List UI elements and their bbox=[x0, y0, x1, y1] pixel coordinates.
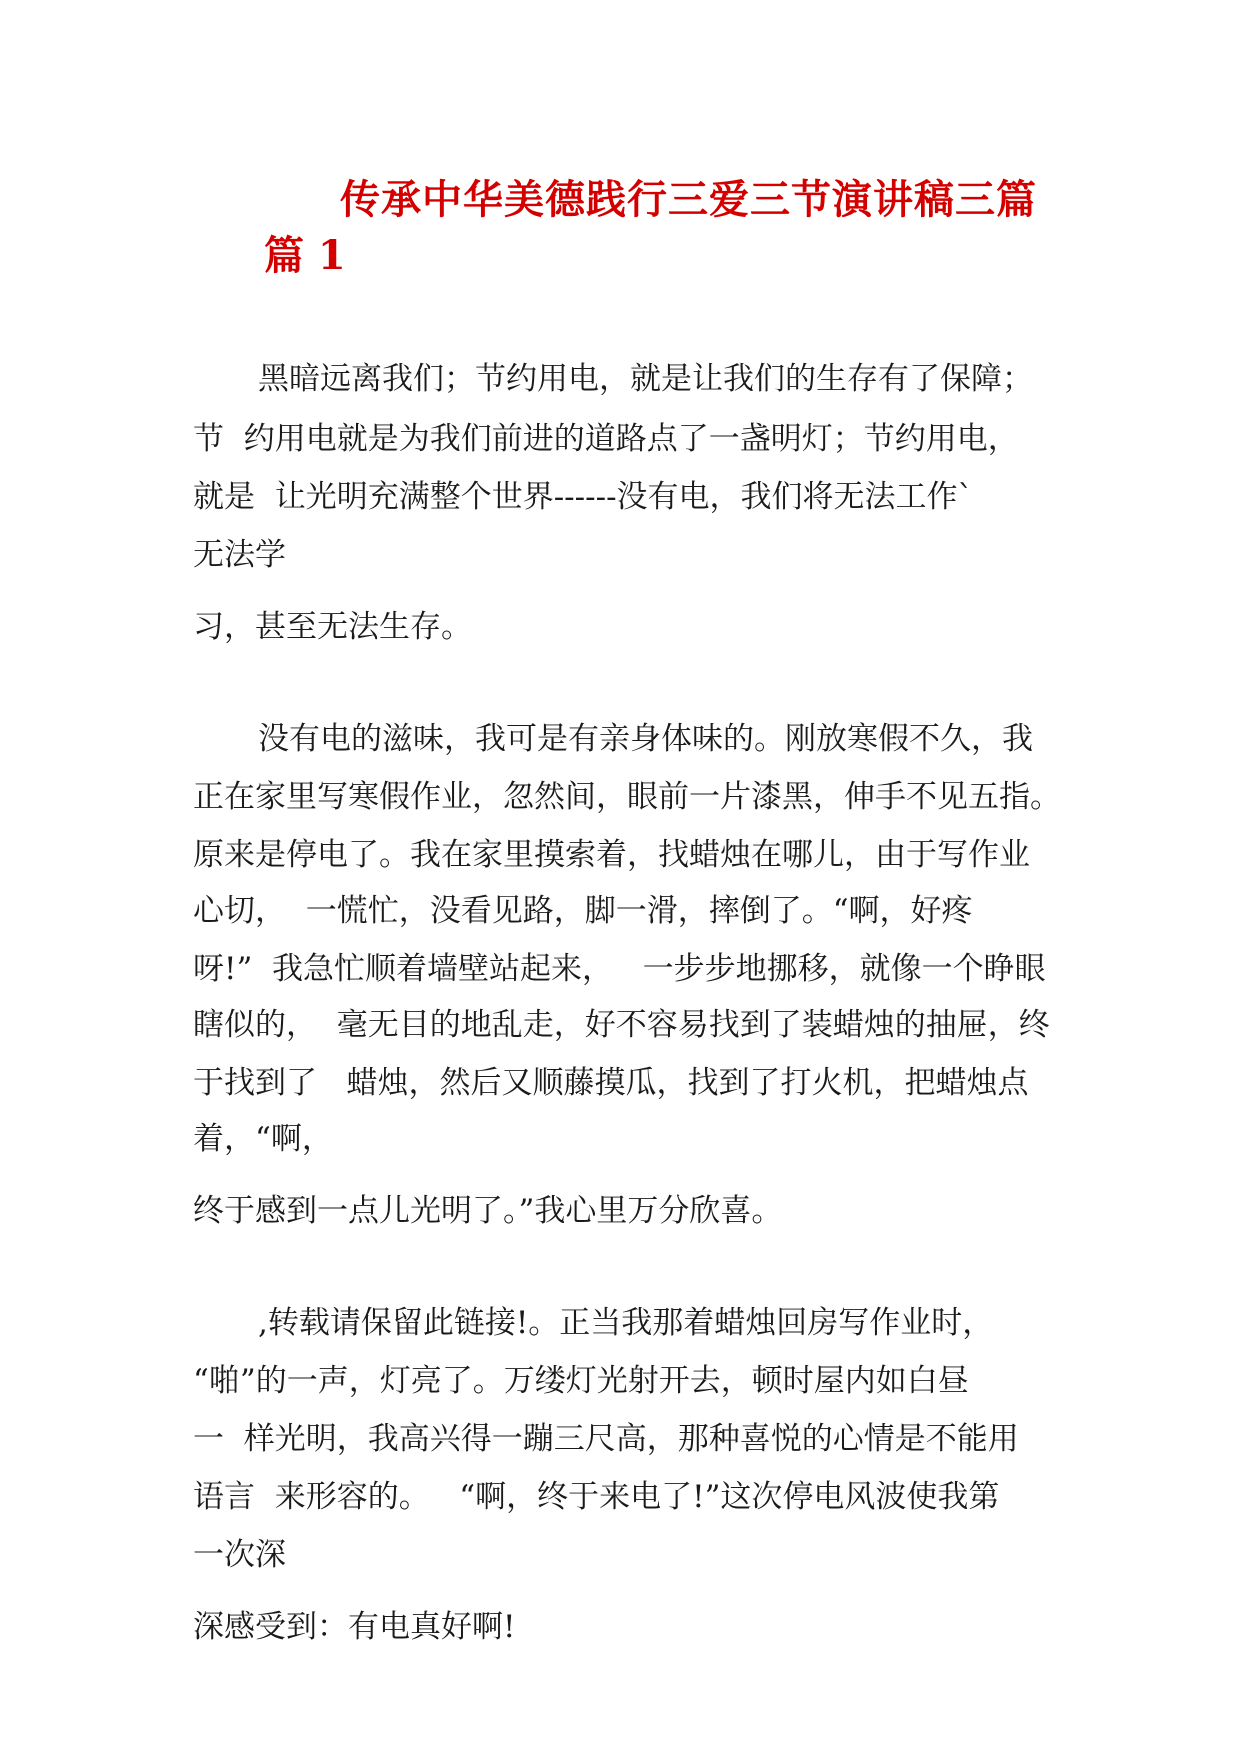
paragraph-3-line-7: 于找到了 蜡烛，然后又顺藤摸瓜，找到了打火机，把蜡烛点 bbox=[193, 1065, 1029, 1101]
paragraph-1-line-1: 黑暗远离我们；节约用电，就是让我们的生存有了保障； bbox=[258, 361, 1033, 397]
paragraph-3-line-2: 正在家里写寒假作业，忽然间，眼前一片漆黑，伸手不见五指。 bbox=[193, 779, 1061, 815]
paragraph-5-line-3: 一 样光明，我高兴得一蹦三尺高，那种喜悦的心情是不能用 bbox=[193, 1421, 1019, 1457]
paragraph-4-line-1: 终于感到一点儿光明了。”我心里万分欣喜。 bbox=[193, 1193, 783, 1229]
paragraph-6-line-1: 深感受到：有电真好啊! bbox=[193, 1609, 516, 1645]
paragraph-3-line-1: 没有电的滋味，我可是有亲身体味的。刚放寒假不久，我 bbox=[258, 721, 1033, 757]
paragraph-2-line-1: 习，甚至无法生存。 bbox=[193, 609, 472, 645]
paragraph-3-line-3: 原来是停电了。我在家里摸索着，找蜡烛在哪儿，由于写作业 bbox=[193, 837, 1030, 873]
paragraph-1-line-4: 无法学 bbox=[193, 537, 286, 573]
paragraph-1-line-3: 就是 让光明充满整个世界------没有电，我们将无法工作` bbox=[193, 479, 974, 515]
paragraph-5-line-5: 一次深 bbox=[193, 1537, 286, 1573]
paragraph-3-line-4: 心切， 一慌忙，没看见路，脚一滑，摔倒了。“啊，好疼 bbox=[193, 893, 973, 929]
document-title: 传承中华美德践行三爱三节演讲稿三篇 bbox=[340, 176, 1037, 223]
paragraph-5-line-4: 语言 来形容的。 “啊，终于来电了!”这次停电风波使我第 bbox=[193, 1479, 1000, 1515]
paragraph-3-line-5: 呀!” 我急忙顺着墙壁站起来， 一步步地挪移，就像一个睁眼 bbox=[193, 951, 1046, 987]
paragraph-3-line-6: 瞎似的， 毫无目的地乱走，好不容易找到了装蜡烛的抽屉，终 bbox=[193, 1007, 1050, 1043]
paragraph-5-line-1: ,转载请保留此链接!。正当我那着蜡烛回房写作业时， bbox=[258, 1305, 994, 1341]
section-heading: 篇 1 bbox=[264, 232, 346, 279]
paragraph-1-line-2: 节 约用电就是为我们前进的道路点了一盏明灯；节约用电， bbox=[193, 421, 1019, 457]
paragraph-3-line-8: 着，“啊， bbox=[193, 1121, 333, 1157]
paragraph-5-line-2: “啪”的一声，灯亮了。万缕灯光射开去，顿时屋内如白昼 bbox=[193, 1363, 969, 1399]
